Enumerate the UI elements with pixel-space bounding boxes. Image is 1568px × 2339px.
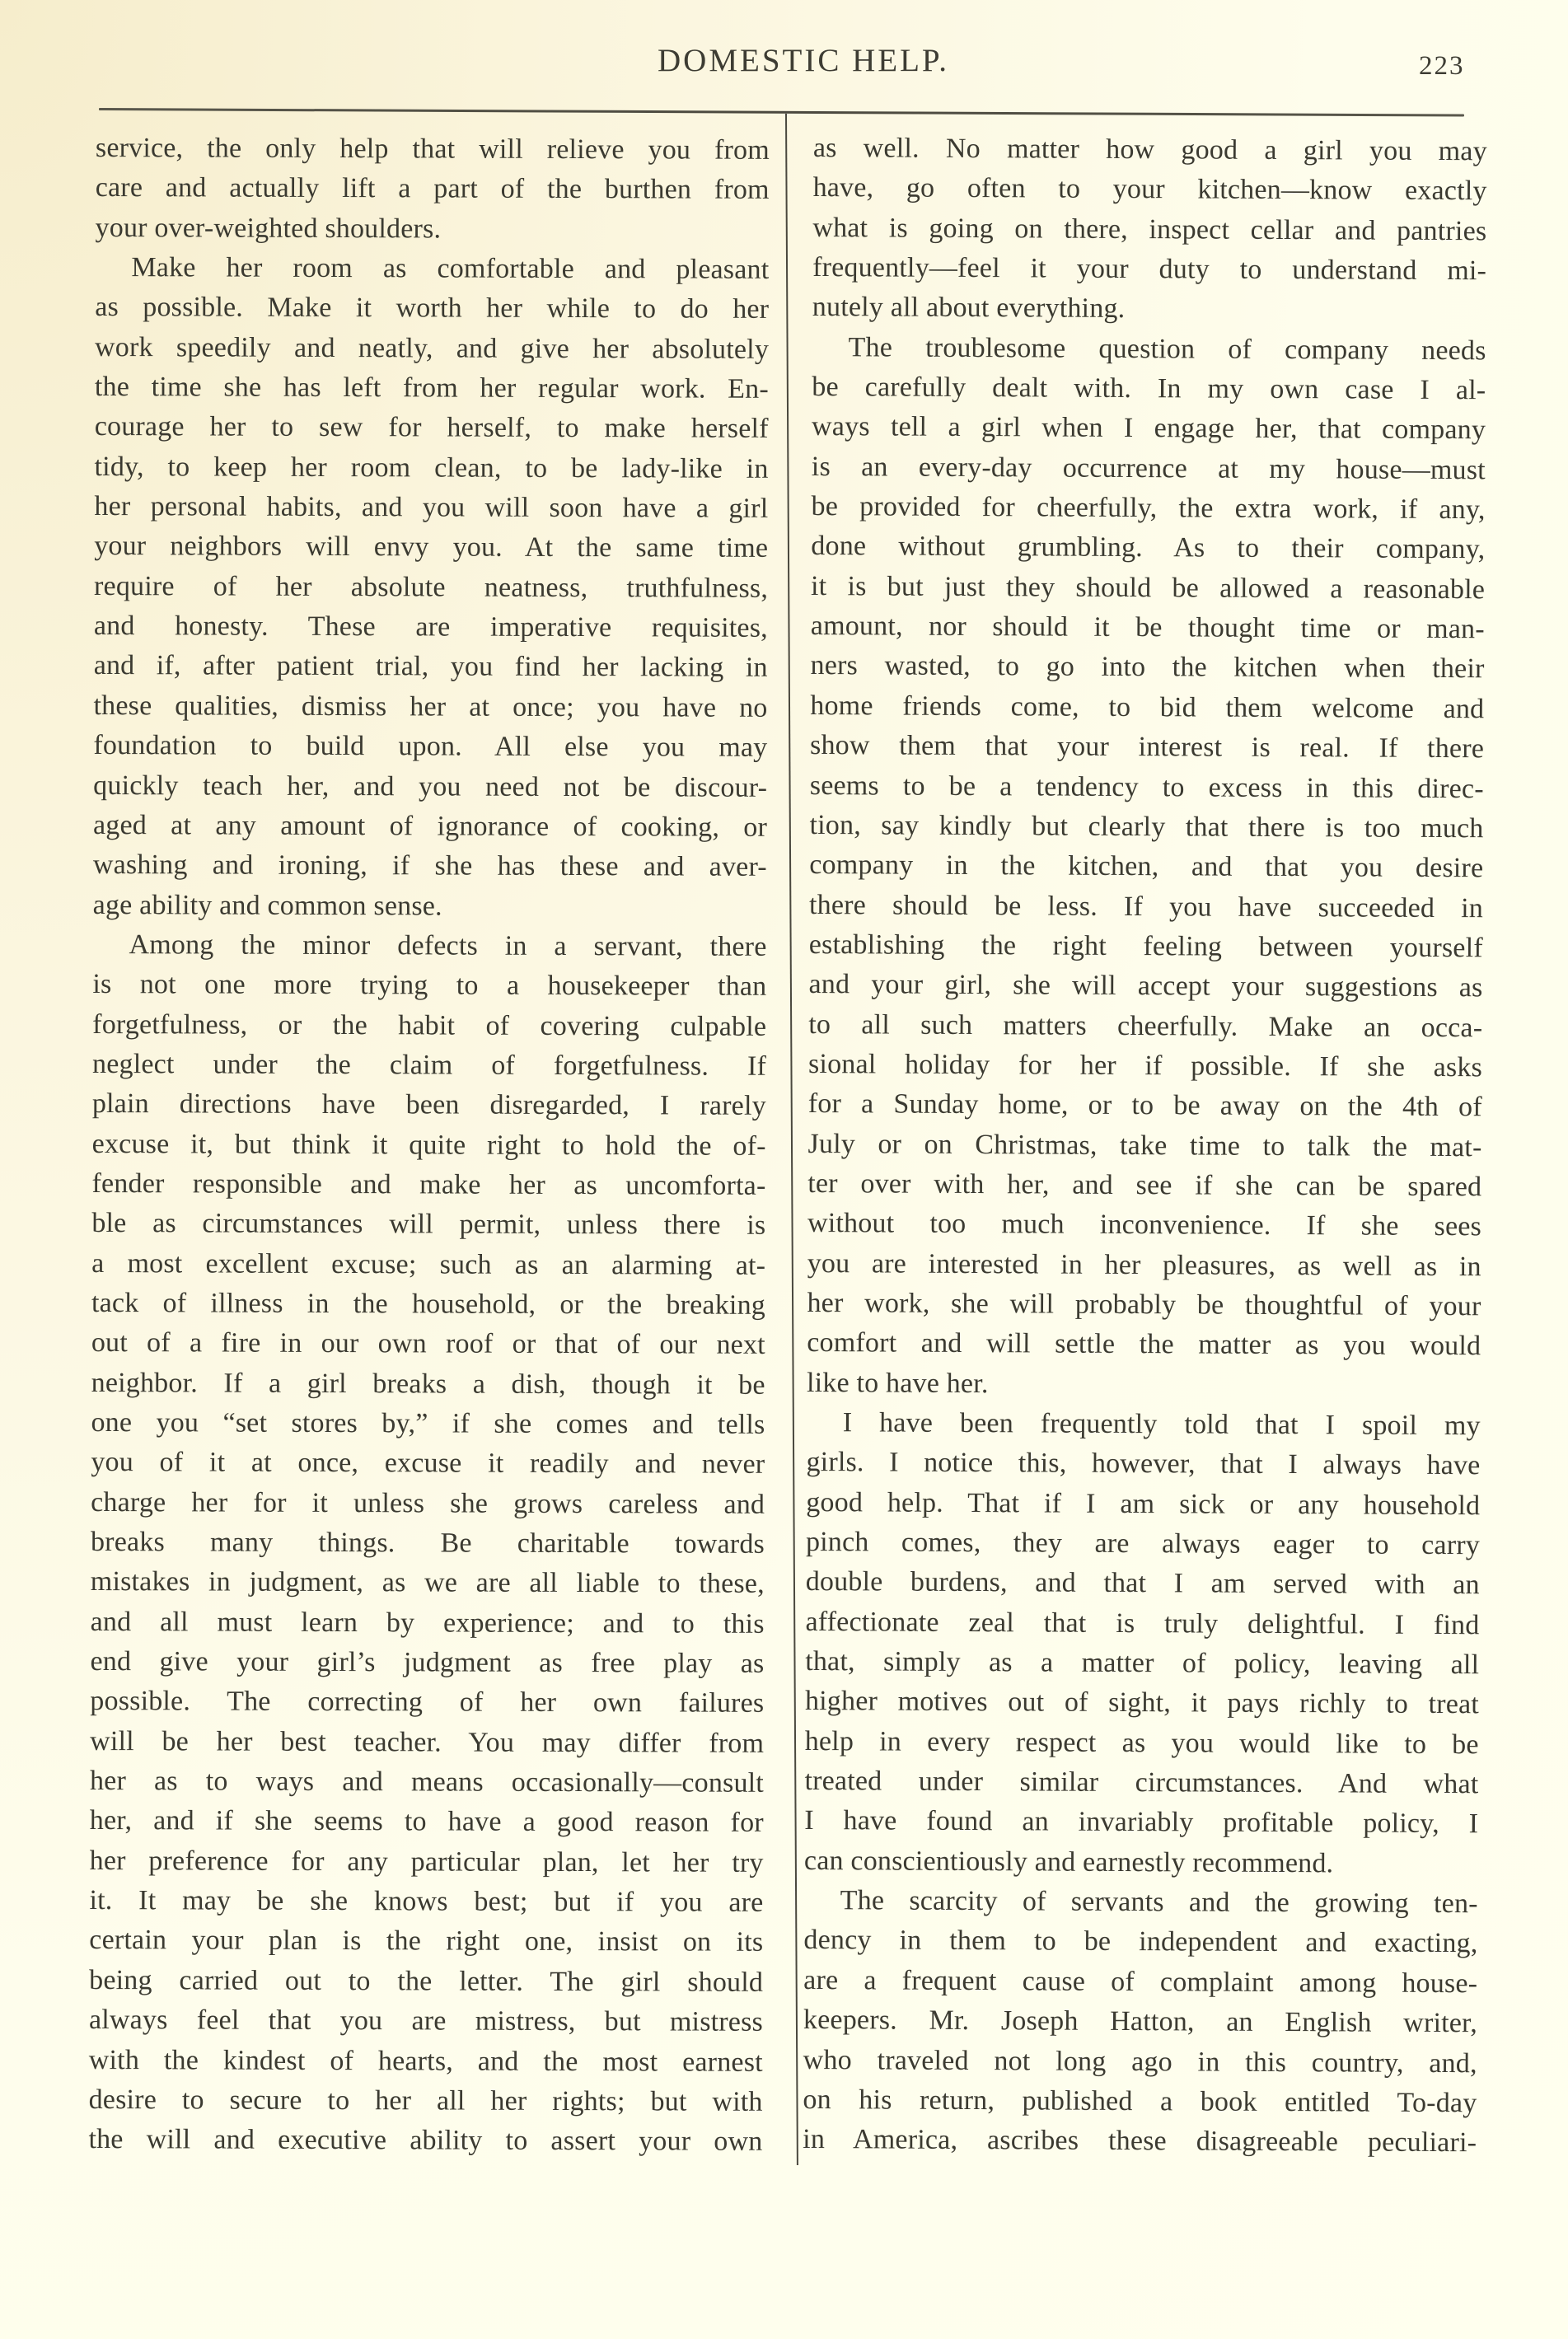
text-line: done without grumbling. As to their company, (811, 531, 1486, 565)
text-line: mistakes in judgment, as we are all liable to these, (90, 1566, 765, 1600)
header-rule (99, 108, 1464, 117)
text-line: the time she has left from her regular work. En- (94, 372, 769, 405)
text-line: tion, say kindly but clearly that there is too much (809, 809, 1484, 844)
text-line: show them that your interest is real. If there (809, 730, 1485, 765)
text-line: sional holiday for her if possible. If she asks (807, 1048, 1483, 1083)
text-line: and all must learn by experience; and to this (90, 1606, 765, 1640)
paragraph-first-line: The troublesome question of company needs (848, 331, 1486, 366)
text-line: for a Sunday home, or to be away on the 4th of (807, 1088, 1482, 1123)
column-divider (785, 114, 798, 2165)
text-line: forgetfulness, or the habit of covering culpable (92, 1008, 767, 1042)
text-line: to all such matters cheerfully. Make an occa- (808, 1008, 1483, 1043)
text-line: good help. That if I am sick or any household (806, 1486, 1481, 1521)
text-line: affectionate zeal that is truly delightful. I find (805, 1606, 1480, 1640)
text-line: quickly teach her, and you need not be discour- (93, 770, 768, 803)
text-line: a most excellent excuse; such as an alarming at- (91, 1247, 766, 1281)
text-line: tack of illness in the household, or the breaking (91, 1287, 766, 1321)
text-line: who traveled not long ago in this country, and, (803, 2044, 1477, 2079)
text-line: and your girl, she will accept your suggestions as (808, 969, 1483, 1003)
text-line: comfort and will settle the matter as you would (807, 1327, 1481, 1362)
text-line: neglect under the claim of forgetfulness. If (91, 1048, 767, 1082)
paragraph-first-line: Make her room as comfortable and pleasant (131, 252, 770, 285)
text-line: foundation to build upon. All else you may (93, 730, 768, 764)
text-line: company in the kitchen, and that you desire (809, 849, 1484, 884)
text-line: always feel that you are mistress, but mistress (88, 2005, 764, 2037)
text-line: her, and if she seems to have a good reason for (89, 1805, 764, 1839)
text-line: can conscientiously and earnestly recommend. (803, 1845, 1334, 1879)
text-line: breaks many things. Be charitable towards (90, 1527, 765, 1560)
text-line: you are interested in her pleasures, as well as in (807, 1247, 1481, 1282)
text-line: frequently—feel it your duty to understand mi- (812, 252, 1487, 287)
text-line: you of it at once, excuse it readily and never (91, 1447, 765, 1481)
text-line: out of a fire in our own roof or that of our next (91, 1327, 765, 1361)
text-line: home friends come, to bid them welcome and (810, 690, 1485, 725)
text-line: it. It may be she knows best; but if you are (89, 1885, 764, 1918)
text-line: higher motives out of sight, it pays richly to treat (804, 1686, 1480, 1720)
text-line: your neighbors will envy you. At the same time (94, 531, 769, 564)
text-line: her preference for any particular plan, let her try (89, 1845, 764, 1878)
text-line: have, go often to your kitchen—know exactly (812, 172, 1487, 207)
text-line: be carefully dealt with. In my own case I al- (812, 372, 1486, 406)
text-line: tidy, to keep her room clean, to be lady-like in (94, 451, 769, 484)
text-line: one you “set stores by,” if she comes and tells (91, 1406, 765, 1440)
page-number: 223 (1419, 51, 1465, 81)
text-line: age ability and common sense. (92, 889, 442, 922)
text-line: amount, nor should it be thought time or man- (810, 610, 1485, 645)
text-line: as possible. Make it worth her while to do her (95, 292, 770, 325)
text-line: care and actually lift a part of the burthen from (95, 172, 770, 206)
text-line: courage her to sew for herself, to make herself (94, 411, 769, 445)
text-line: are a frequent cause of complaint among house- (803, 1964, 1478, 2000)
text-line: aged at any amount of ignorance of cooking, or (92, 809, 768, 843)
text-line: there should be less. If you have succeeded in (808, 889, 1484, 924)
text-line: seems to be a tendency to excess in this direc- (809, 770, 1484, 804)
text-line: the will and executive ability to assert your own (88, 2124, 763, 2158)
text-line: washing and ironing, if she has these and aver- (92, 849, 767, 883)
text-line: and honesty. These are imperative requisites, (93, 610, 768, 643)
text-line: without too much inconvenience. If she sees (807, 1208, 1482, 1242)
text-line: plain directions have been disregarded, I rarely (91, 1088, 766, 1122)
text-line: your over-weighted shoulders. (95, 212, 442, 245)
text-line: girls. I notice this, however, that I always have (806, 1447, 1481, 1481)
text-line: will be her best teacher. You may differ from (90, 1725, 765, 1759)
text-line: her work, she will probably be thoughtful of your (807, 1287, 1481, 1322)
text-line: work speedily and neatly, and give her absolutely (95, 331, 770, 365)
text-line: is not one more trying to a housekeeper than (92, 969, 767, 1003)
text-line: certain your plan is the right one, insist on its (89, 1925, 764, 1958)
text-line: ways tell a girl when I engage her, that company (812, 411, 1486, 446)
text-line: her as to ways and means occasionally—consult (89, 1766, 765, 1799)
text-line: ter over with her, and see if she can be spared (807, 1167, 1482, 1203)
text-line: July or on Christmas, take time to talk the mat- (807, 1128, 1482, 1162)
text-line: establishing the right feeling between yourself (808, 929, 1483, 964)
text-line: and if, after patient trial, you find her lacking in (93, 650, 768, 684)
text-line: help in every respect as you would like to be (804, 1725, 1479, 1761)
text-line: end give your girl’s judgment as free play as (90, 1646, 765, 1679)
text-line: service, the only help that will relieve you from (95, 132, 770, 166)
running-head-title: DOMESTIC HELP. (657, 43, 950, 78)
text-line: dency in them to be independent and exacting, (803, 1925, 1478, 1959)
text-line: ble as circumstances will permit, unless there is (91, 1208, 766, 1242)
text-line: is an every-day occurrence at my house—must (811, 451, 1486, 486)
text-line: like to have her. (806, 1367, 989, 1399)
text-line: possible. The correcting of her own failures (90, 1686, 765, 1719)
text-line: what is going on there, inspect cellar and pantries (812, 212, 1487, 246)
text-line: treated under similar circumstances. And what (804, 1766, 1479, 1800)
paragraph-first-line: I have been frequently told that I spoil my (842, 1407, 1481, 1442)
right-column (803, 129, 1487, 2164)
text-line: ners wasted, to go into the kitchen when their (810, 650, 1485, 685)
text-line: excuse it, but think it quite right to hold the of- (91, 1128, 766, 1162)
text-line: on his return, published a book entitled To-day (803, 2084, 1477, 2119)
text-line: being carried out to the letter. The girl should (89, 1964, 764, 1998)
text-line: keepers. Mr. Joseph Hatton, an English writer, (803, 2005, 1478, 2039)
text-line: as well. No matter how good a girl you may (812, 132, 1487, 167)
text-line: desire to secure to her all her rights; but with (88, 2084, 763, 2117)
text-line: with the kindest of hearts, and the most earnest (88, 2044, 763, 2078)
text-line: fender responsible and make her as uncomforta- (91, 1167, 766, 1201)
text-line: it is but just they should be allowed a reasonable (810, 570, 1486, 606)
left-column (88, 129, 770, 2162)
text-line: neighbor. If a girl breaks a dish, though it be (91, 1367, 765, 1401)
text-line: nutely all about everything. (812, 292, 1126, 325)
paragraph-first-line: Among the minor defects in a servant, there (129, 929, 767, 962)
text-line: these qualities, dismiss her at once; you have no (93, 690, 768, 723)
text-line: be provided for cheerfully, the extra work, if any, (811, 491, 1486, 526)
text-line: pinch comes, they are always eager to carry (805, 1527, 1481, 1561)
text-line: charge her for it unless she grows careless and (91, 1486, 765, 1520)
text-line: her personal habits, and you will soon have a girl (94, 491, 769, 524)
paragraph-first-line: The scarcity of servants and the growing ten- (840, 1885, 1478, 1920)
text-line: that, simply as a matter of policy, leaving all (805, 1646, 1480, 1681)
text-line: in America, ascribes these disagreeable peculiari- (803, 2124, 1477, 2159)
text-line: double burdens, and that I am served with an (805, 1566, 1480, 1601)
text-line: require of her absolute neatness, truthfulness, (93, 570, 769, 604)
text-line: I have found an invariably profitable policy, I (804, 1805, 1479, 1840)
